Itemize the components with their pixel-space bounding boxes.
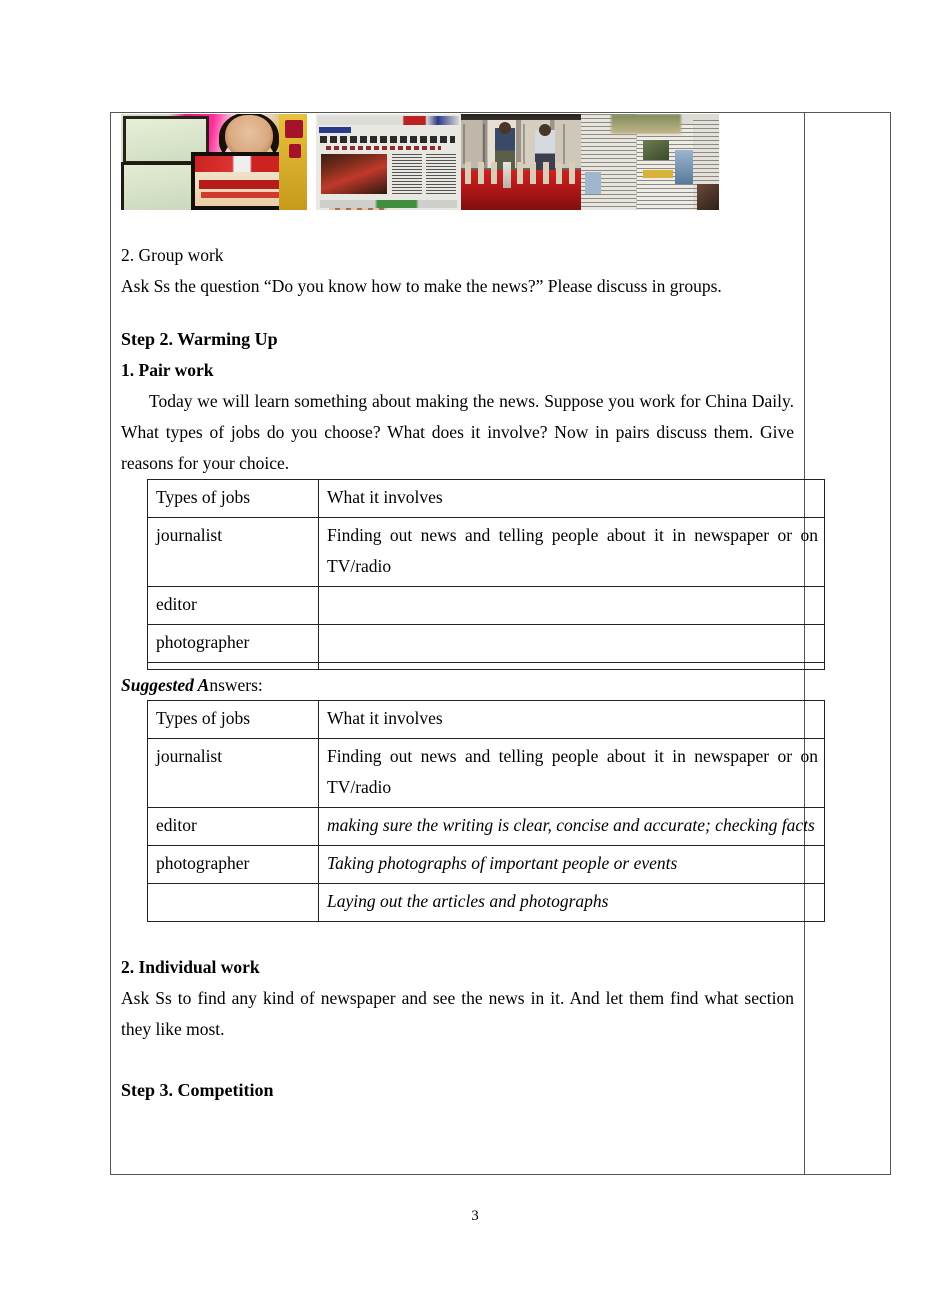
banner-character-1 bbox=[285, 120, 303, 138]
pair-work-heading: 1. Pair work bbox=[121, 360, 214, 380]
table-row bbox=[148, 587, 825, 625]
newspaper-spread-photo-1 bbox=[643, 140, 669, 160]
step3-heading: Step 3. Competition bbox=[121, 1080, 274, 1100]
jobs-answers-table bbox=[147, 700, 825, 922]
newspaper-blue-tag bbox=[319, 127, 351, 133]
blank-job-empty[interactable] bbox=[148, 663, 319, 670]
newspaper-masthead bbox=[318, 116, 459, 125]
photo-woman-holding-newspaper-award bbox=[121, 114, 307, 210]
table-header-what-it-involves: What it involves bbox=[319, 480, 825, 518]
page-number: 3 bbox=[471, 1208, 479, 1224]
award-red-band bbox=[199, 180, 287, 189]
blank-job-journalist: journalist bbox=[148, 518, 319, 587]
newspaper-photo bbox=[321, 154, 387, 194]
table-row bbox=[148, 808, 825, 846]
answers-involves-layout: Laying out the articles and photographs bbox=[319, 884, 825, 922]
table-row bbox=[148, 663, 825, 670]
answers-job-journalist: journalist bbox=[148, 739, 319, 808]
yellow-banner bbox=[279, 114, 307, 210]
blank-job-editor: editor bbox=[148, 587, 319, 625]
table-row bbox=[148, 518, 825, 587]
group-work-heading: 2. Group work bbox=[121, 245, 224, 265]
booth-person-left-head bbox=[499, 122, 511, 134]
answers-job-editor: editor bbox=[148, 808, 319, 846]
jobs-blank-table bbox=[147, 479, 825, 670]
blank-involves-journalist: Finding out news and telling people about it in newspaper or on TV/radio bbox=[319, 518, 825, 587]
answers-header-types-of-jobs: Types of jobs bbox=[148, 701, 319, 739]
newspaper-spread-blue-box bbox=[585, 172, 601, 194]
table-row bbox=[148, 701, 825, 739]
blank-involves-photographer[interactable] bbox=[319, 625, 825, 663]
newspaper-spread-dark-corner bbox=[697, 184, 719, 210]
table-row bbox=[148, 884, 825, 922]
newspaper-spread-photo-2 bbox=[675, 150, 693, 184]
answers-job-photographer: photographer bbox=[148, 846, 319, 884]
suggested-answers-label bbox=[121, 670, 794, 700]
newspaper-subheadline bbox=[326, 146, 441, 150]
booth-bottle bbox=[503, 162, 511, 188]
booth-table-items bbox=[465, 162, 577, 184]
table-row bbox=[148, 739, 825, 808]
booth-person-right-head bbox=[539, 124, 551, 136]
spacer-before-step2 bbox=[121, 302, 794, 324]
pair-work-text: Today we will learn something about making the news. Suppose you work for China Daily. What types of jobs do you choose? What does it involve? Now in pairs discuss them. Give reasons for your choice. bbox=[121, 391, 794, 473]
newspaper-footer-ad bbox=[320, 200, 457, 208]
photo-exhibition-booth bbox=[461, 114, 581, 210]
photo-chinese-newspaper-page bbox=[316, 114, 461, 210]
blank-job-photographer: photographer bbox=[148, 625, 319, 663]
table-row bbox=[148, 625, 825, 663]
individual-work-heading: 2. Individual work bbox=[121, 957, 260, 977]
award-red-band-2 bbox=[201, 192, 279, 198]
table-header-types-of-jobs: Types of jobs bbox=[148, 480, 319, 518]
photo-spread-newspapers bbox=[581, 114, 719, 210]
individual-work-text: Ask Ss to find any kind of newspaper and see the news in it. And let them find what section they like most. bbox=[121, 988, 794, 1039]
spacer-before-individual-work bbox=[121, 922, 794, 952]
lesson-plan-main-column bbox=[111, 113, 818, 1174]
newspaper-headline bbox=[320, 136, 455, 143]
answers-header-what-it-involves: What it involves bbox=[319, 701, 825, 739]
newspaper-spread-blur bbox=[611, 114, 681, 134]
answers-involves-journalist: Finding out news and telling people about it in newspaper or on TV/radio bbox=[319, 739, 825, 808]
step2-heading: Step 2. Warming Up bbox=[121, 329, 278, 349]
banner-character-2 bbox=[289, 144, 301, 158]
table-row bbox=[148, 480, 825, 518]
photo-strip bbox=[121, 114, 734, 210]
lesson-plan-outer-table bbox=[110, 112, 891, 1175]
spacer-after-photos bbox=[121, 210, 794, 240]
newspaper-column-1 bbox=[392, 154, 422, 194]
spacer-before-step3 bbox=[121, 1045, 794, 1075]
newspaper-spread-ad bbox=[643, 170, 673, 178]
answers-involves-photographer: Taking photographs of important people or events bbox=[319, 846, 825, 884]
answers-involves-editor: making sure the writing is clear, concise and accurate; checking facts bbox=[319, 808, 825, 846]
blank-involves-editor[interactable] bbox=[319, 587, 825, 625]
answers-job-empty bbox=[148, 884, 319, 922]
booth-display-panels bbox=[463, 124, 579, 164]
suggested-answers-rest-part: nswers: bbox=[209, 675, 263, 695]
table-row bbox=[148, 846, 825, 884]
suggested-answers-bold-part: Suggested A bbox=[121, 675, 210, 695]
newspaper-column-2 bbox=[426, 154, 456, 194]
blank-involves-empty[interactable] bbox=[319, 663, 825, 670]
group-work-text: Ask Ss the question “Do you know how to make the news?” Please discuss in groups. bbox=[121, 276, 722, 296]
